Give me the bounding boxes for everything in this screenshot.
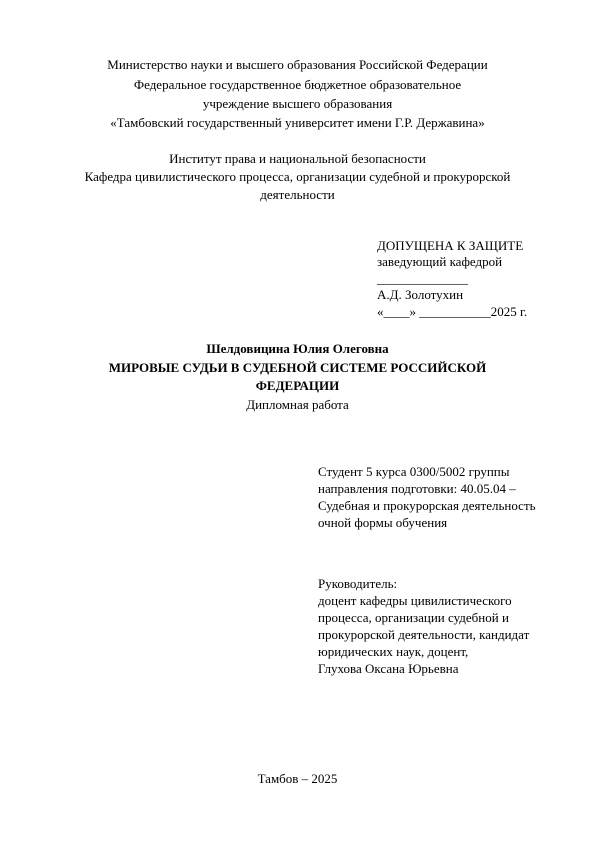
approval-role: заведующий кафедрой (377, 254, 503, 269)
thesis-title-line-2: ФЕДЕРАЦИИ (255, 378, 340, 393)
institute-line: Институт права и национальной безопасности (169, 151, 426, 166)
supervisor-line-5: юридических наук, доцент, (318, 644, 469, 659)
approval-date-line: «____» ___________2025 г. (377, 304, 528, 319)
student-line-4: очной формы обучения (318, 515, 448, 530)
student-line-3: Судебная и прокурорская деятельность (318, 498, 536, 513)
author-name: Шелдовицина Юлия Олеговна (206, 341, 389, 356)
department-line-continued: деятельности (260, 187, 335, 202)
approval-signature-line: ______________ (377, 271, 468, 286)
supervisor-line-2: доцент кафедры цивилистического (318, 593, 512, 608)
thesis-title-line-1: МИРОВЫЕ СУДЬИ В СУДЕБНОЙ СИСТЕМЕ РОССИЙСКОЙ (108, 360, 487, 375)
work-type: Дипломная работа (246, 397, 349, 412)
supervisor-label: Руководитель: (318, 576, 398, 591)
institution-type-line: Федеральное государственное бюджетное образовательное (133, 77, 462, 92)
department-line: Кафедра цивилистического процесса, организации судебной и прокурорской (84, 169, 511, 184)
supervisor-name: Глухова Оксана Юрьевна (318, 661, 459, 676)
approval-title: ДОПУЩЕНА К ЗАЩИТЕ (377, 238, 524, 253)
student-line-1: Студент 5 курса 0300/5002 группы (318, 464, 510, 479)
student-line-2: направления подготовки: 40.05.04 – (318, 481, 516, 496)
approval-name: А.Д. Золотухин (377, 287, 464, 302)
institution-level-line: учреждение высшего образования (202, 96, 393, 111)
ministry-line: Министерство науки и высшего образования Российской Федерации (107, 57, 488, 72)
supervisor-line-4: прокурорской деятельности, кандидат (318, 627, 530, 642)
supervisor-line-3: процесса, организации судебной и (318, 610, 509, 625)
city-year: Тамбов – 2025 (257, 771, 338, 786)
university-name-line: «Тамбовский государственный университет имени Г.Р. Державина» (110, 115, 485, 130)
